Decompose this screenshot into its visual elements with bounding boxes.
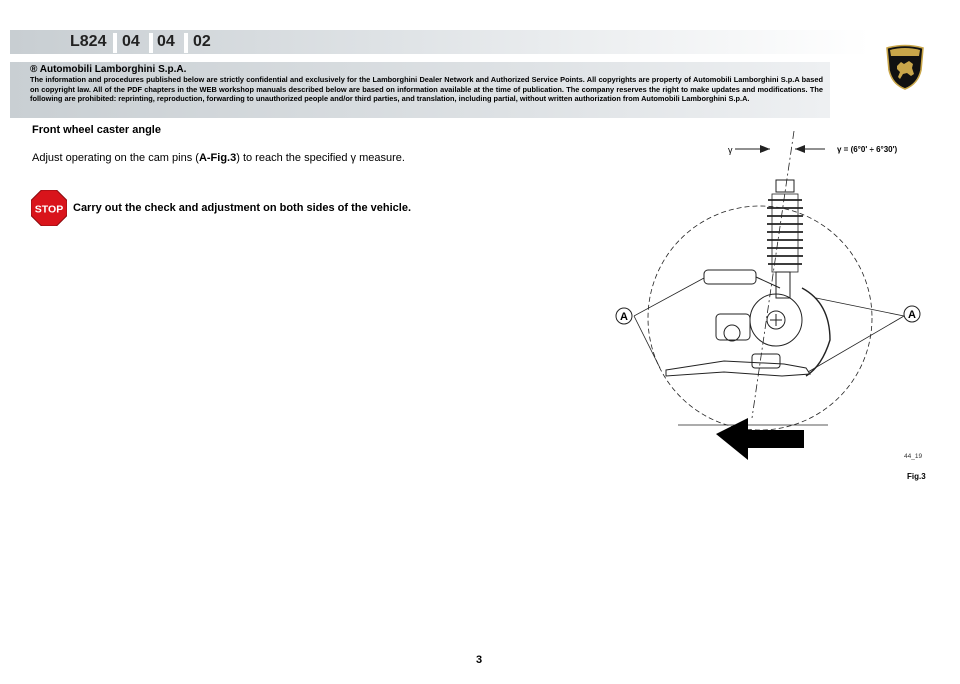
gamma-symbol: γ bbox=[728, 145, 733, 155]
instruction-text-start: Adjust operating on the cam pins ( bbox=[32, 152, 199, 164]
company-name: ® Automobili Lamborghini S.p.A. bbox=[30, 64, 187, 75]
stop-sign-icon bbox=[31, 190, 67, 226]
wheel-outline bbox=[648, 206, 872, 430]
section-title: Front wheel caster angle bbox=[32, 124, 161, 136]
stop-sign-label: STOP bbox=[34, 203, 64, 216]
upper-arm bbox=[704, 270, 756, 284]
code-separator bbox=[184, 33, 188, 53]
cam-pin-assembly bbox=[716, 314, 750, 340]
callout-leader-right-lower bbox=[808, 316, 904, 372]
callout-leader-right-upper bbox=[816, 298, 904, 316]
page-number: 3 bbox=[476, 654, 483, 666]
lower-arm bbox=[666, 361, 810, 376]
callout-label-right: A bbox=[908, 309, 916, 321]
coil-spring bbox=[767, 200, 803, 264]
code-separator bbox=[149, 33, 153, 53]
figure-label: Fig.3 bbox=[907, 472, 926, 481]
suspension-diagram bbox=[600, 128, 940, 468]
callout-leader-left-lower bbox=[634, 316, 660, 368]
lower-ball-joint bbox=[752, 354, 780, 368]
gamma-arrowhead-left bbox=[760, 145, 770, 153]
damper-body bbox=[772, 194, 798, 272]
gamma-value: γ = (6°0' ÷ 6°30') bbox=[837, 145, 898, 154]
model-code: L824 bbox=[70, 33, 107, 50]
direction-arrow-icon bbox=[716, 418, 804, 460]
subgroup-code: 04 bbox=[157, 33, 175, 50]
brake-shield bbox=[802, 288, 830, 376]
copyright-notice: The information and procedures published below are strictly confidential and exclusively for the Lamborghini Dealer Network and Authorized Service Points. All copyrights are property of Automobili Lamborghini S.p.A based on copyright law. All of the PDF chapters in the WEB workshop manuals described below are based on information available at the time of publication. The company reserves the right to make updates and modifications. The following are prohibited: reprinting, reproduction, forwarding to unauthorized people and/or third parties, and translation, including partial, without written authorization from Automobili Lamborghini S.p.A. bbox=[30, 75, 823, 104]
gamma-arrowhead-right bbox=[795, 145, 805, 153]
warning-text: Carry out the check and adjustment on both sides of the vehicle. bbox=[73, 202, 412, 214]
group-code: 04 bbox=[122, 33, 140, 50]
instruction-text bbox=[32, 152, 405, 164]
code-separator bbox=[113, 33, 117, 53]
figure-reference: A-Fig.3 bbox=[198, 152, 237, 164]
section-code: 02 bbox=[193, 33, 211, 50]
instruction-text-end: ) to reach the specified γ measure. bbox=[236, 152, 405, 164]
cam-pin bbox=[724, 325, 740, 341]
figure-reference-code: 44_19 bbox=[904, 453, 923, 460]
callout-leader-left-upper bbox=[634, 278, 704, 316]
callout-label-left: A bbox=[620, 311, 628, 323]
lamborghini-logo bbox=[885, 44, 925, 90]
